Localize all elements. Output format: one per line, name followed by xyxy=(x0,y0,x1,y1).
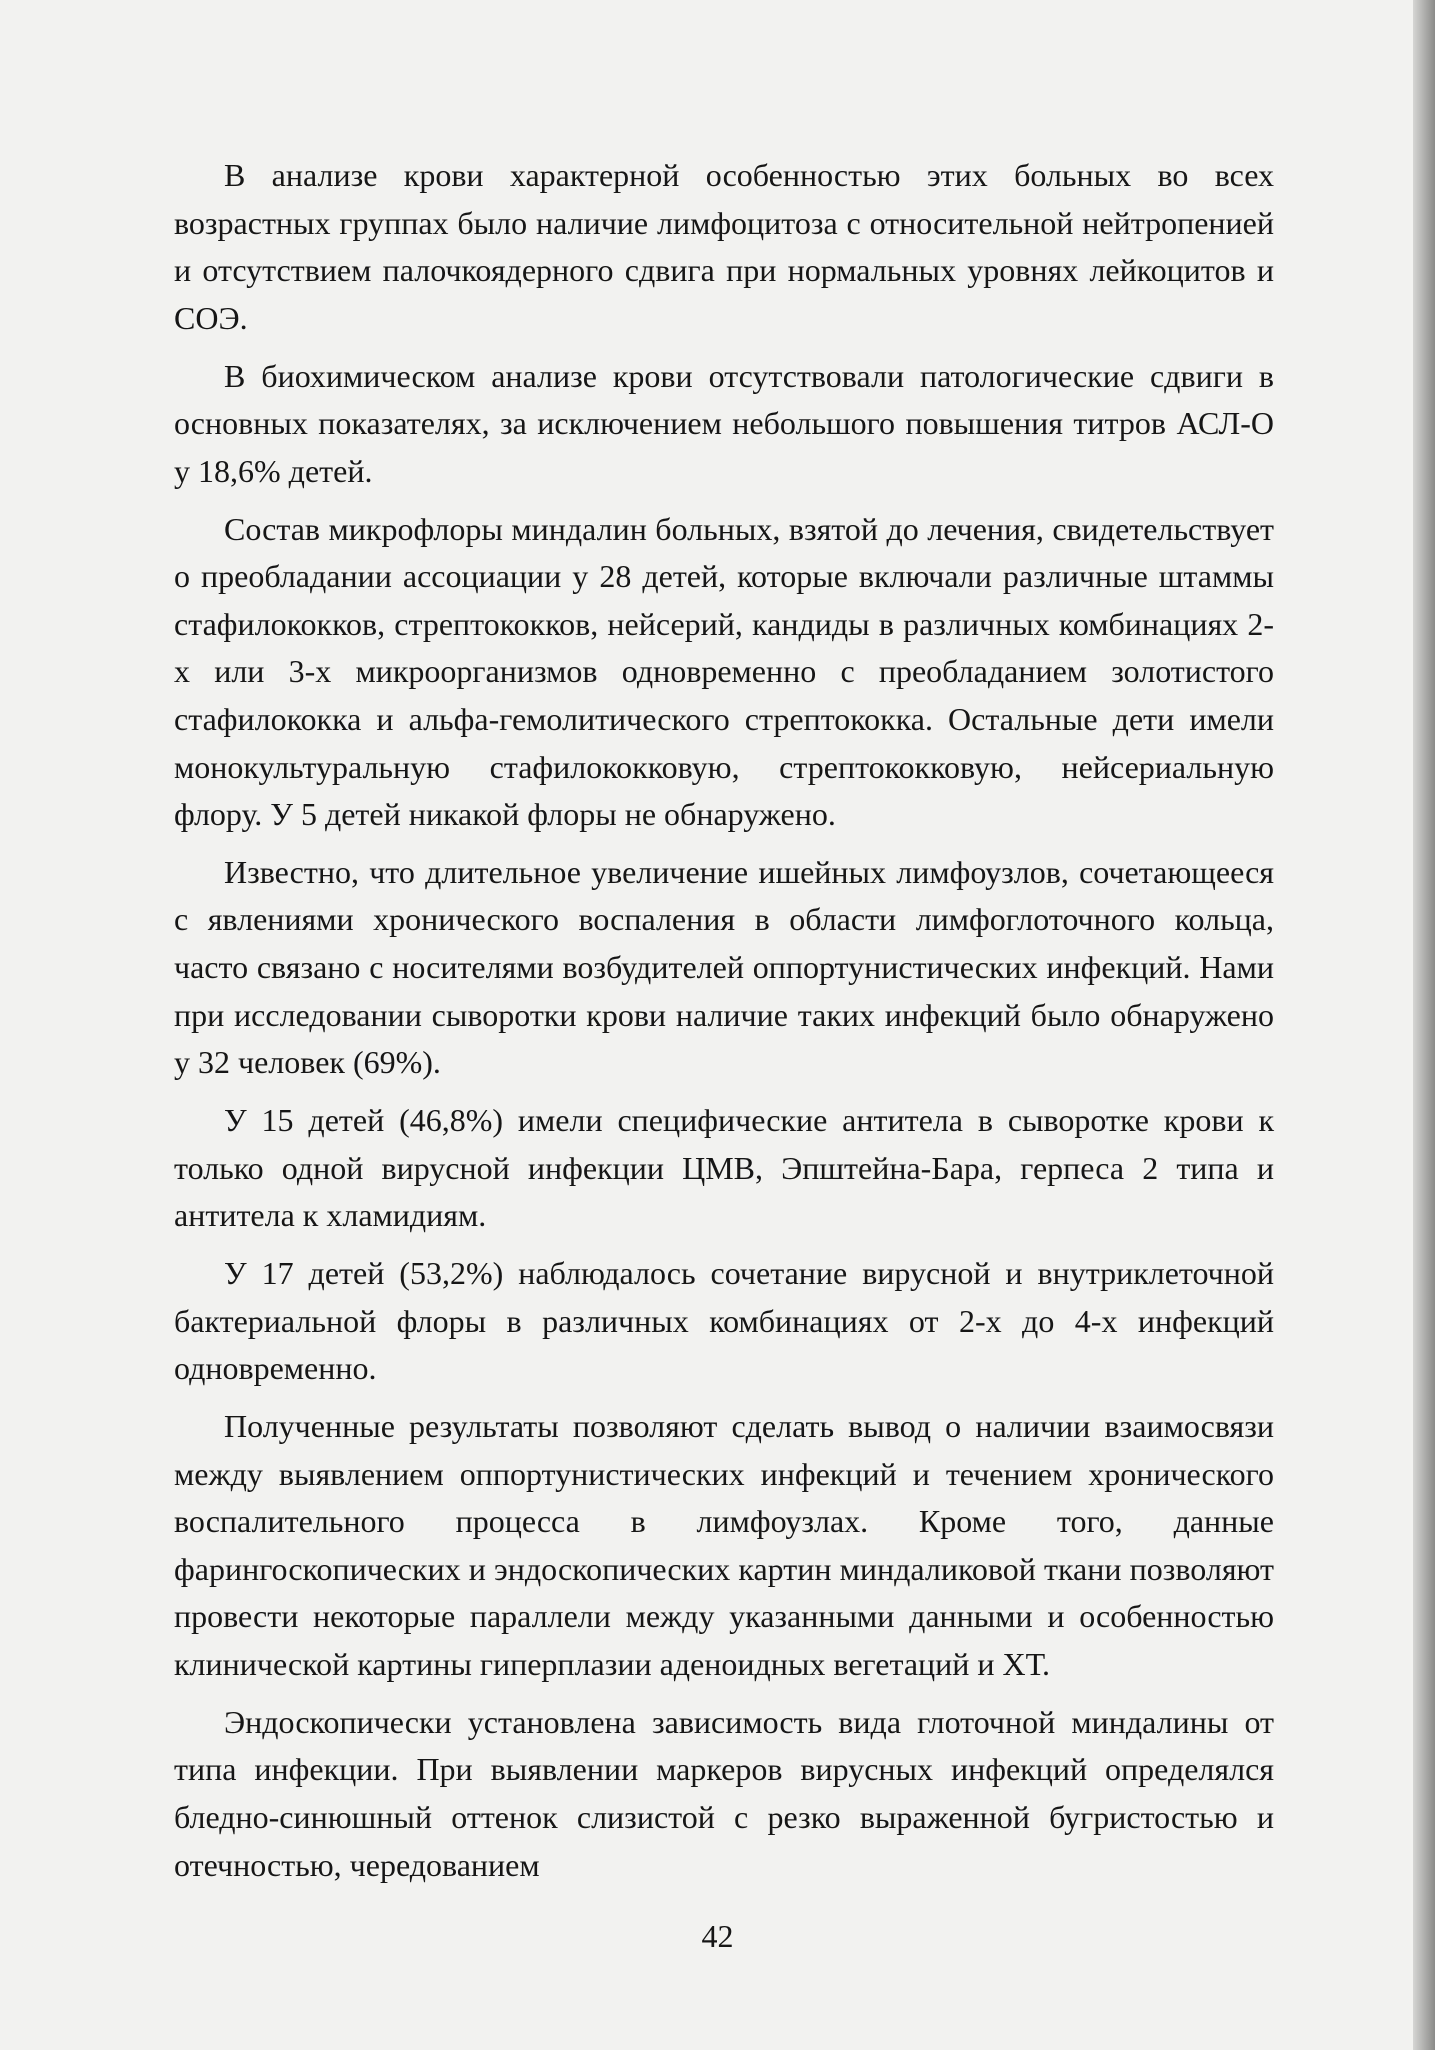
paragraph: Полученные результаты позволяют сделать вывод о наличии взаимосвязи между выявлением оппортунистических инфекций и течением хронического воспалительного процесса в лимфоузлах. Кроме того, данные фарингоскопических и эндоскопических картин миндаликовой ткани позволяют провести некоторые параллели между указанными данными и особенностью клинической картины гиперплазии аденоидных вегетаций и ХТ. xyxy=(174,1407,1274,1682)
paragraph: В биохимическом анализе крови отсутствовали патологические сдвиги в основных показателях, за исключением небольшого повышения титров АСЛ-О у 18,6% детей. xyxy=(174,357,1274,489)
body-text xyxy=(174,152,1274,1899)
paragraph: У 17 детей (53,2%) наблюдалось сочетание вирусной и внутриклеточной бактериальной флоры в различных комбинациях от 2-х до 4-х инфекций одновременно. xyxy=(174,1255,1274,1387)
page-number: 42 xyxy=(701,1918,734,1954)
paragraph: Известно, что длительное увеличение ишейных лимфоузлов, сочетающееся с явлениями хронического воспаления в области лимфоглоточного кольца, часто связано с носителями возбудителей оппортунистических инфекций. Нами при исследовании сыворотки крови наличие таких инфекций было обнаружено у 32 человек (69%). xyxy=(174,853,1274,1081)
paragraph: В анализе крови характерной особенностью этих больных во всех возрастных группах было наличие лимфоцитоза с относительной нейтропенией и отсутствием палочкоядерного сдвига при нормальных уровнях лейкоцитов и СОЭ. xyxy=(174,157,1274,336)
paragraph: У 15 детей (46,8%) имели специфические антитела в сыворотке крови к только одной вирусной инфекции ЦМВ, Эпштейна-Бара, герпеса 2 типа и антитела к хламидиям. xyxy=(174,1102,1274,1234)
paragraph: Состав микрофлоры миндалин больных, взятой до лечения, свидетельствует о преобладании ассоциации у 28 детей, которые включали различные штаммы стафилококков, стрептококков, нейсерий, кандиды в различных комбинациях 2-х или 3-х микроорганизмов одновременно с преобладанием золотистого стафилококка и альфа-гемолитического стрептококка. Остальные дети имели монокультуральную стафилококковую, стрептококковую, нейсериальную флору. У 5 детей никакой флоры не обнаружено. xyxy=(174,510,1274,833)
page-edge-shadow xyxy=(1413,0,1435,2050)
paragraph: Эндоскопически установлена зависимость вида глоточной миндалины от типа инфекции. При выявлении маркеров вирусных инфекций определялся бледно-синюшный оттенок слизистой с резко выраженной бугристостью и отечностью, чередованием xyxy=(174,1703,1274,1883)
